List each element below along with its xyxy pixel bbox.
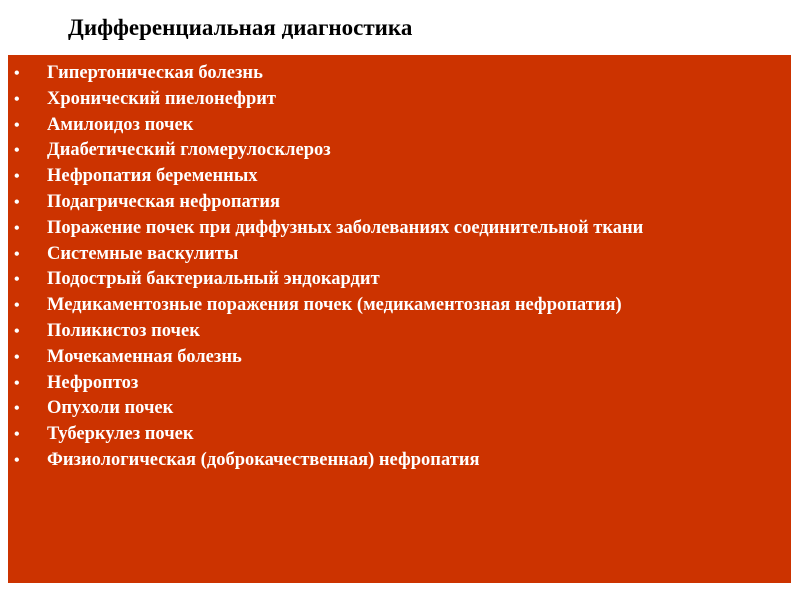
list-item (8, 345, 791, 371)
slide-title: Дифференциальная диагностика (68, 15, 413, 40)
list-item-label: Нефроптоз (47, 372, 139, 393)
list-item (8, 319, 791, 345)
list-item (8, 293, 791, 319)
bullet-icon: • (14, 245, 20, 263)
bullet-icon: • (14, 116, 20, 134)
list-item-label: Физиологическая (доброкачественная) нефропатия (47, 449, 480, 470)
list-item (8, 138, 791, 164)
list-item-label: Туберкулез почек (47, 424, 194, 445)
list-item-label: Гипертоническая болезнь (47, 63, 263, 83)
bullet-icon: • (14, 90, 20, 108)
list-item (8, 216, 791, 242)
diagnosis-list (8, 55, 791, 474)
list-item-label: Поликистоз почек (47, 320, 200, 341)
bullet-icon: • (14, 193, 20, 211)
bullet-icon: • (14, 168, 20, 186)
bullet-icon: • (14, 400, 20, 418)
list-item-label: Подострый бактериальный эндокардит (47, 269, 380, 290)
list-item-label: Подагрическая нефропатия (47, 191, 281, 212)
list-item (8, 371, 791, 397)
list-item-label: Амилоидоз почек (47, 114, 194, 135)
list-item (8, 87, 791, 113)
bullet-icon: • (14, 271, 20, 289)
list-item-label: Хронический пиелонефрит (47, 88, 276, 109)
list-item (8, 448, 791, 474)
list-item-label: Системные васкулиты (47, 243, 239, 264)
list-item (8, 422, 791, 448)
list-item (8, 61, 791, 87)
list-item-label: Нефропатия беременных (47, 166, 258, 187)
bullet-icon: • (14, 297, 20, 315)
content-panel (8, 55, 791, 583)
bullet-icon: • (14, 65, 20, 82)
list-item-label: Поражение почек при диффузных заболеваниях соединительной ткани (47, 217, 644, 238)
list-item (8, 242, 791, 268)
bullet-icon: • (14, 322, 20, 340)
list-item-label: Опухоли почек (47, 398, 174, 419)
list-item-label: Мочекаменная болезнь (47, 346, 242, 367)
list-item-label: Медикаментозные поражения почек (медикаментозная нефропатия) (47, 295, 622, 316)
list-item (8, 113, 791, 139)
bullet-icon: • (14, 426, 20, 444)
list-item (8, 267, 791, 293)
bullet-icon: • (14, 451, 20, 469)
bullet-icon: • (14, 348, 20, 366)
bullet-icon: • (14, 374, 20, 392)
list-item (8, 396, 791, 422)
bullet-icon: • (14, 219, 20, 237)
bullet-icon: • (14, 142, 20, 160)
list-item-label: Диабетический гломерулосклероз (47, 140, 331, 161)
list-item (8, 190, 791, 216)
list-item (8, 164, 791, 190)
